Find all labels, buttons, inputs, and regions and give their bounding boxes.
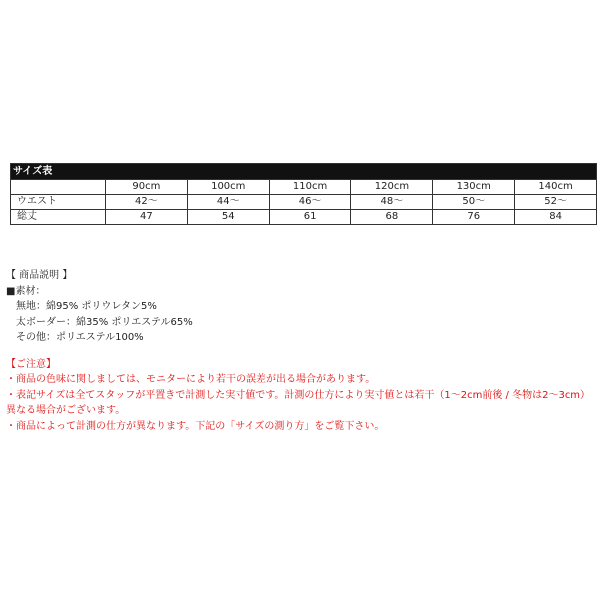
- size-column-header: 140cm: [515, 180, 597, 195]
- notes-heading: 【ご注意】: [6, 358, 56, 370]
- table-cell: 68: [351, 210, 433, 225]
- size-table-title: サイズ表: [11, 164, 597, 180]
- size-column-header: 100cm: [187, 180, 269, 195]
- table-cell: 61: [269, 210, 351, 225]
- table-row: [11, 195, 597, 210]
- material-line: 無地：綿95% ポリウレタン5%: [16, 301, 157, 312]
- row-label-waist: ウエスト: [11, 195, 106, 210]
- product-info: [6, 268, 596, 434]
- description-heading: 【 商品説明 】: [6, 270, 73, 281]
- table-cell: 50〜: [433, 195, 515, 210]
- note-line: ・表記サイズは全てスタッフが平置きで計測した実寸値です。計測の仕方により実寸値とは若干（1〜2cm前後 / 冬物は2〜3cm）: [6, 389, 591, 401]
- note-line: ・商品の色味に関しましては、モニターにより若干の誤差が出る場合があります。: [6, 374, 376, 385]
- size-table: [10, 163, 597, 225]
- row-label-length: 総丈: [11, 210, 106, 225]
- size-column-header: 120cm: [351, 180, 433, 195]
- material-line: 太ボーダー：綿35% ポリエステル65%: [16, 316, 193, 328]
- table-cell: 47: [106, 210, 188, 225]
- table-row: [11, 210, 597, 225]
- table-cell: 42〜: [106, 195, 188, 210]
- note-line: 異なる場合がございます。: [6, 405, 126, 416]
- table-cell: 76: [433, 210, 515, 225]
- table-cell: 52〜: [515, 195, 597, 210]
- table-cell: 44〜: [187, 195, 269, 210]
- table-cell: 46〜: [269, 195, 351, 210]
- size-table-title-row: [11, 164, 597, 180]
- material-heading: ■素材：: [6, 285, 46, 297]
- size-column-header: 110cm: [269, 180, 351, 195]
- note-line: ・商品によって計測の仕方が異なります。下記の「サイズの測り方」をご覧下さい。: [6, 420, 385, 432]
- size-column-header: 90cm: [106, 180, 188, 195]
- size-table-header-row: [11, 180, 597, 195]
- size-column-header: 130cm: [433, 180, 515, 195]
- table-cell: 48〜: [351, 195, 433, 210]
- material-line: その他：ポリエステル100%: [16, 332, 144, 343]
- size-table-corner-cell: [11, 180, 106, 195]
- table-cell: 54: [187, 210, 269, 225]
- table-cell: 84: [515, 210, 597, 225]
